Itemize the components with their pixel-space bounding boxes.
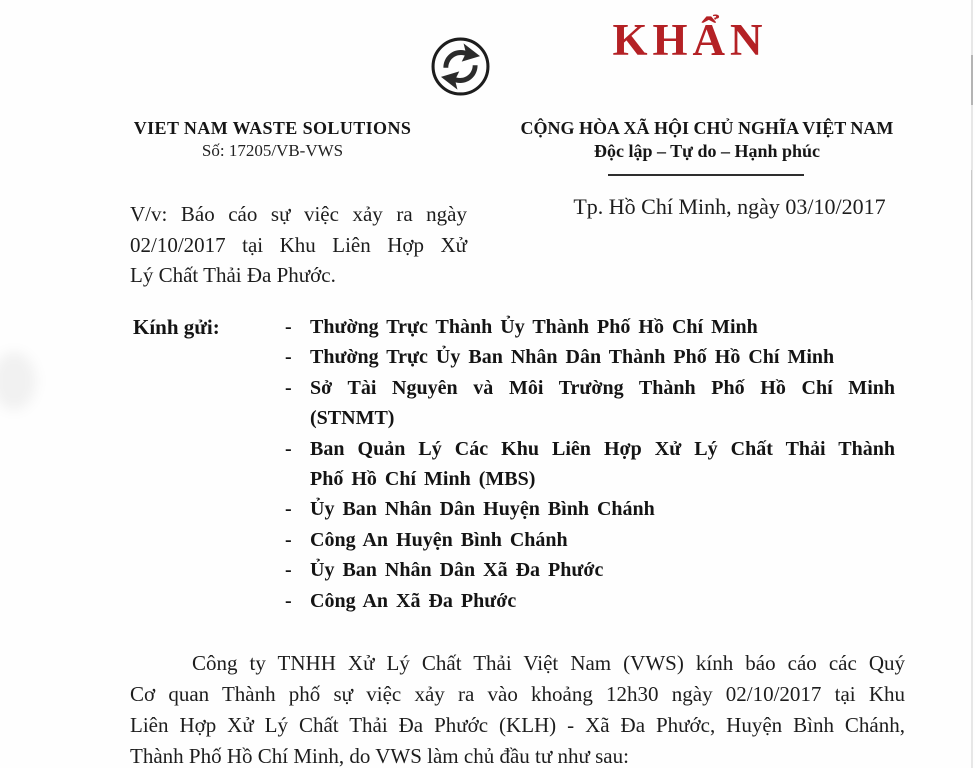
recipient-line: Thường Trực Ủy Ban Nhân Dân Thành Phố Hồ Chí Minh [310,346,835,369]
recipient-line: Ủy Ban Nhân Dân Xã Đa Phước [310,559,604,582]
motto-underline [608,174,804,176]
body-paragraph [130,648,905,772]
green-dot-recycle-logo-icon [430,36,491,97]
dash-bullet: - [285,559,292,582]
scan-edge-artifact [971,55,973,105]
recipients-block [133,312,895,616]
recipient-line: Sở Tài Nguyên và Môi Trường Thành Phố Hồ Chí Minh [310,376,895,399]
recipients-label: Kính gửi: [133,315,220,339]
recipient-line: Công An Xã Đa Phước [310,589,517,612]
recipient-line: (STNMT) [310,407,395,430]
body-line: Công ty TNHH Xử Lý Chất Thải Việt Nam (VWS) kính báo cáo các Quý [192,651,905,675]
urgency-stamp: KHẨN [612,15,768,65]
dash-bullet: - [285,498,292,521]
recipient-line: Ban Quản Lý Các Khu Liên Hợp Xử Lý Chất Thải Thành [310,437,895,460]
dash-bullet: - [285,376,292,399]
recipient-item [285,434,895,495]
sender-name: VIET NAM WASTE SOLUTIONS [133,118,412,138]
dash-bullet: - [285,316,292,338]
body-line: Thành Phố Hồ Chí Minh, do VWS làm chủ đầu tư như sau: [130,744,629,768]
national-title: CỘNG HÒA XÃ HỘI CHỦ NGHĨA VIỆT NAM [520,118,894,138]
subject-line: Lý Chất Thải Đa Phước. [130,263,336,287]
recipient-item [285,312,895,342]
subject-line: 02/10/2017 tại Khu Liên Hợp Xử [130,232,467,257]
national-motto: Độc lập – Tự do – Hạnh phúc [593,141,821,161]
body-line: Cơ quan Thành phố sự việc xảy ra vào khoảng 12h30 ngày 02/10/2017 tại Khu [130,682,905,706]
recipient-item [285,525,895,555]
dateline: Tp. Hồ Chí Minh, ngày 03/10/2017 [573,194,886,219]
sender-header [95,117,450,162]
recipient-line: Thường Trực Thành Ủy Thành Phố Hồ Chí Minh [310,316,758,338]
dash-bullet: - [285,589,292,612]
recipients-list [285,312,895,616]
body-line: Liên Hợp Xử Lý Chất Thải Đa Phước (KLH) - Xã Đa Phước, Huyện Bình Chánh, [130,713,905,737]
national-header [512,117,902,163]
dash-bullet: - [285,528,292,551]
subject-block [130,199,467,291]
scan-edge-artifact [971,0,973,768]
scan-smudge-artifact [0,352,36,410]
subject-line: V/v: Báo cáo sự việc xảy ra ngày [130,202,467,226]
recipient-line: Công An Huyện Bình Chánh [310,528,568,551]
recipient-item [285,342,895,372]
recipient-item [285,586,895,616]
recipient-item [285,373,895,434]
recipient-line: Phố Hồ Chí Minh (MBS) [310,468,536,491]
dash-bullet: - [285,346,292,369]
recipient-item [285,494,895,524]
dash-bullet: - [285,437,292,460]
document-number: Số: 17205/VB-VWS [201,141,344,160]
scan-edge-artifact [971,170,972,300]
recipient-line: Ủy Ban Nhân Dân Huyện Bình Chánh [310,498,655,521]
recipient-item [285,555,895,585]
